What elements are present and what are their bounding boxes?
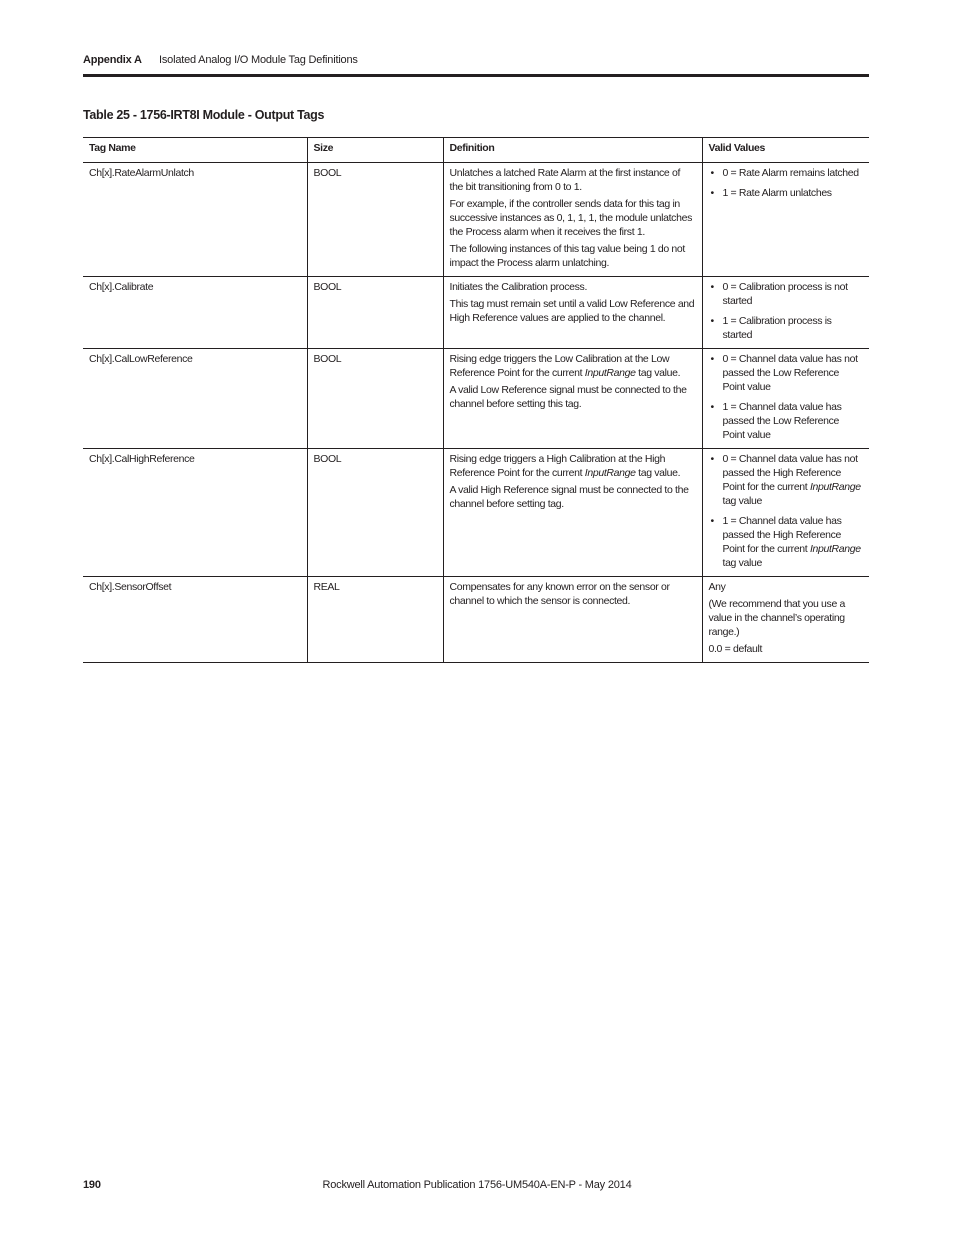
output-tags-table [83, 137, 869, 663]
valid-values-list [709, 452, 864, 570]
definition-paragraph: This tag must remain set until a valid Low Reference and High Reference values are applied to the channel. [449, 298, 695, 324]
valid-value-text: 0.0 = default [708, 643, 763, 655]
valid-value-text: Any [708, 581, 726, 593]
definition-paragraph: A valid Low Reference signal must be connected to the channel before setting this tag. [449, 384, 687, 410]
valid-value-item: • 1 = Channel data value has passed the High Reference Point for the current InputRange tag value [709, 514, 864, 570]
definition-cell [443, 577, 702, 663]
definition-paragraph: Unlatches a latched Rate Alarm at the first instance of the bit transitioning from 0 to 1. [449, 167, 681, 193]
size-cell: BOOL [307, 163, 443, 277]
table-title: Table 25 - 1756-IRT8I Module - Output Tags [83, 108, 325, 122]
publication-footer: Rockwell Automation Publication 1756-UM540A-EN-P - May 2014 [322, 1179, 632, 1191]
size-cell: BOOL [307, 277, 443, 349]
valid-values-cell [702, 349, 869, 449]
valid-values-cell [702, 277, 869, 349]
table-row [83, 349, 869, 449]
definition-cell [443, 449, 702, 577]
tag-name-cell: Ch[x].CalHighReference [83, 449, 307, 577]
column-header-size: Size [307, 138, 443, 163]
valid-values-cell [702, 577, 869, 663]
running-header [83, 52, 869, 68]
tag-name-cell: Ch[x].Calibrate [83, 277, 307, 349]
column-header-tag-name: Tag Name [83, 138, 307, 163]
table-row [83, 449, 869, 577]
tag-name-cell: Ch[x].SensorOffset [83, 577, 307, 663]
definition-paragraph: For example, if the controller sends data for this tag in successive instances as 0, 1, 1, 1, the module unlatches the Process alarm when it receives the first 1. [449, 198, 692, 238]
valid-value-item: • 0 = Channel data value has not passed the High Reference Point for the current InputRange tag value [709, 452, 864, 508]
definition-paragraph: Rising edge triggers the Low Calibration at the Low Reference Point for the current InputRange tag value. [449, 353, 681, 379]
table-row [83, 163, 869, 277]
section-title: Isolated Analog I/O Module Tag Definitions [159, 54, 358, 66]
header-rule [83, 74, 869, 77]
valid-values-list [709, 352, 864, 442]
valid-values-cell [702, 163, 869, 277]
column-header-definition: Definition [443, 138, 702, 163]
definition-paragraph: Initiates the Calibration process. [449, 281, 588, 293]
table-header-row [83, 138, 869, 163]
table-row [83, 277, 869, 349]
tag-name-cell: Ch[x].CalLowReference [83, 349, 307, 449]
valid-values-list [709, 166, 864, 200]
definition-cell [443, 349, 702, 449]
table-row [83, 577, 869, 663]
definition-paragraph: Compensates for any known error on the sensor or channel to which the sensor is connected. [449, 581, 670, 607]
size-cell: BOOL [307, 349, 443, 449]
valid-value-item: • 0 = Rate Alarm remains latched [709, 166, 864, 180]
definition-paragraph: Rising edge triggers a High Calibration at the High Reference Point for the current InputRange tag value. [449, 453, 681, 479]
size-cell: REAL [307, 577, 443, 663]
definition-paragraph: A valid High Reference signal must be connected to the channel before setting tag. [449, 484, 689, 510]
appendix-label: Appendix A [83, 54, 142, 66]
valid-value-item: • 0 = Channel data value has not passed the Low Reference Point value [709, 352, 864, 394]
valid-value-item: • 1 = Channel data value has passed the Low Reference Point value [709, 400, 864, 442]
definition-cell [443, 277, 702, 349]
valid-value-item: • 1 = Rate Alarm unlatches [709, 186, 864, 200]
valid-value-item: • 0 = Calibration process is not started [709, 280, 864, 308]
valid-value-text: (We recommend that you use a value in the channel’s operating range.) [708, 598, 845, 638]
tag-name-cell: Ch[x].RateAlarmUnlatch [83, 163, 307, 277]
valid-values-list [709, 280, 864, 342]
page-number: 190 [83, 1179, 101, 1191]
valid-values-cell [702, 449, 869, 577]
column-header-valid-values: Valid Values [702, 138, 869, 163]
size-cell: BOOL [307, 449, 443, 577]
valid-value-item: • 1 = Calibration process is started [709, 314, 864, 342]
definition-paragraph: The following instances of this tag value being 1 do not impact the Process alarm unlatching. [449, 243, 685, 269]
definition-cell [443, 163, 702, 277]
